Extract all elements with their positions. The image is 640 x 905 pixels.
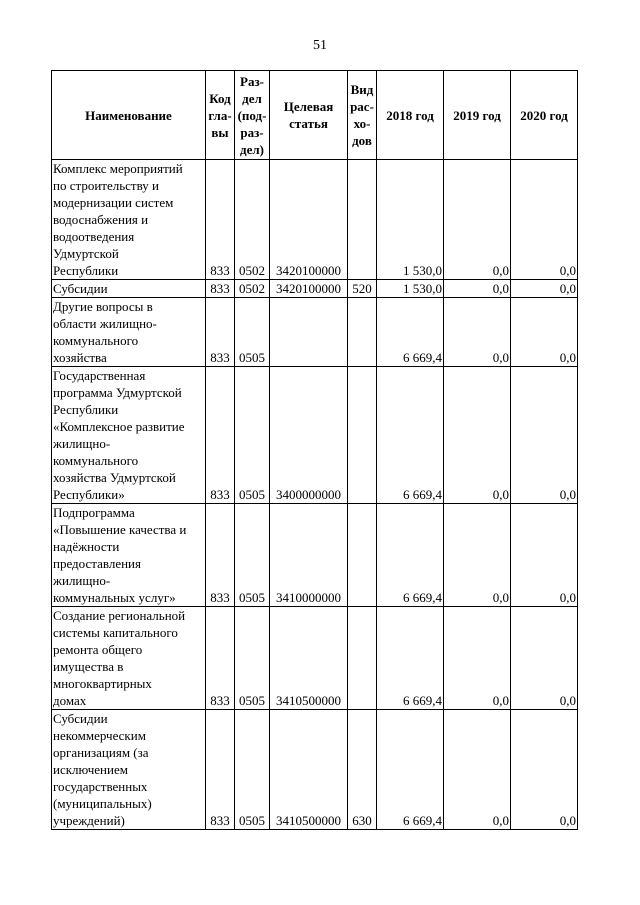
row-razdel: 0502 [235,160,270,280]
row-target-article: 3420100000 [270,280,348,298]
page-number: 51 [313,38,327,53]
row-razdel: 0505 [235,710,270,830]
row-name: Создание региональной системы капитального ремонта общего имущества в многоквартирных домах [52,607,206,710]
row-target-article: 3400000000 [270,367,348,504]
row-target-article: 3410500000 [270,607,348,710]
row-expense-type [348,367,377,504]
row-2018: 6 669,4 [377,710,444,830]
row-name: Подпрограмма «Повышение качества и надёжности предоставления жилищно- коммунальных услуг» [52,504,206,607]
row-target-article [270,298,348,367]
table-row [52,298,578,367]
header-kod-glavy: Код гла- вы [206,71,235,160]
row-2020: 0,0 [511,710,578,830]
row-name: Государственная программа Удмуртской Республики «Комплексное развитие жилищно- коммунального хозяйства Удмуртской Республики» [52,367,206,504]
table-row [52,160,578,280]
row-2019: 0,0 [444,160,511,280]
header-expense-type: Вид рас- хо- дов [348,71,377,160]
row-name: Субсидии [52,280,206,298]
header-target-article: Целевая статья [270,71,348,160]
row-kod: 833 [206,298,235,367]
budget-table [51,70,578,830]
row-kod: 833 [206,367,235,504]
row-razdel: 0505 [235,504,270,607]
row-kod: 833 [206,710,235,830]
row-kod: 833 [206,504,235,607]
row-2020: 0,0 [511,298,578,367]
row-expense-type [348,504,377,607]
row-2020: 0,0 [511,504,578,607]
row-2019: 0,0 [444,710,511,830]
row-razdel: 0505 [235,298,270,367]
row-razdel: 0505 [235,367,270,504]
header-2019: 2019 год [444,71,511,160]
row-2019: 0,0 [444,504,511,607]
row-expense-type [348,298,377,367]
header-2018: 2018 год [377,71,444,160]
row-2018: 1 530,0 [377,280,444,298]
row-2018: 6 669,4 [377,367,444,504]
row-target-article: 3420100000 [270,160,348,280]
row-expense-type: 520 [348,280,377,298]
row-name: Комплекс мероприятий по строительству и модернизации систем водоснабжения и водоотведения Удмуртской Республики [52,160,206,280]
row-2019: 0,0 [444,607,511,710]
table-row [52,367,578,504]
row-razdel: 0502 [235,280,270,298]
row-2018: 1 530,0 [377,160,444,280]
table-body [52,160,578,830]
row-expense-type [348,160,377,280]
table-row [52,607,578,710]
row-2020: 0,0 [511,367,578,504]
row-2018: 6 669,4 [377,298,444,367]
row-target-article: 3410000000 [270,504,348,607]
row-2020: 0,0 [511,280,578,298]
table-row [52,280,578,298]
table-row [52,504,578,607]
row-2020: 0,0 [511,607,578,710]
table-header [52,71,578,160]
row-kod: 833 [206,280,235,298]
row-2019: 0,0 [444,367,511,504]
header-razdel: Раз- дел (под- раз- дел) [235,71,270,160]
row-expense-type [348,607,377,710]
row-2018: 6 669,4 [377,607,444,710]
row-2019: 0,0 [444,280,511,298]
row-2019: 0,0 [444,298,511,367]
row-2020: 0,0 [511,160,578,280]
row-target-article: 3410500000 [270,710,348,830]
row-name: Субсидии некоммерческим организациям (за исключением государственных (муниципальных) учреждений) [52,710,206,830]
row-2018: 6 669,4 [377,504,444,607]
table-row [52,710,578,830]
row-kod: 833 [206,607,235,710]
header-2020: 2020 год [511,71,578,160]
row-expense-type: 630 [348,710,377,830]
row-razdel: 0505 [235,607,270,710]
row-kod: 833 [206,160,235,280]
row-name: Другие вопросы в области жилищно- коммунального хозяйства [52,298,206,367]
header-name: Наименование [52,71,206,160]
